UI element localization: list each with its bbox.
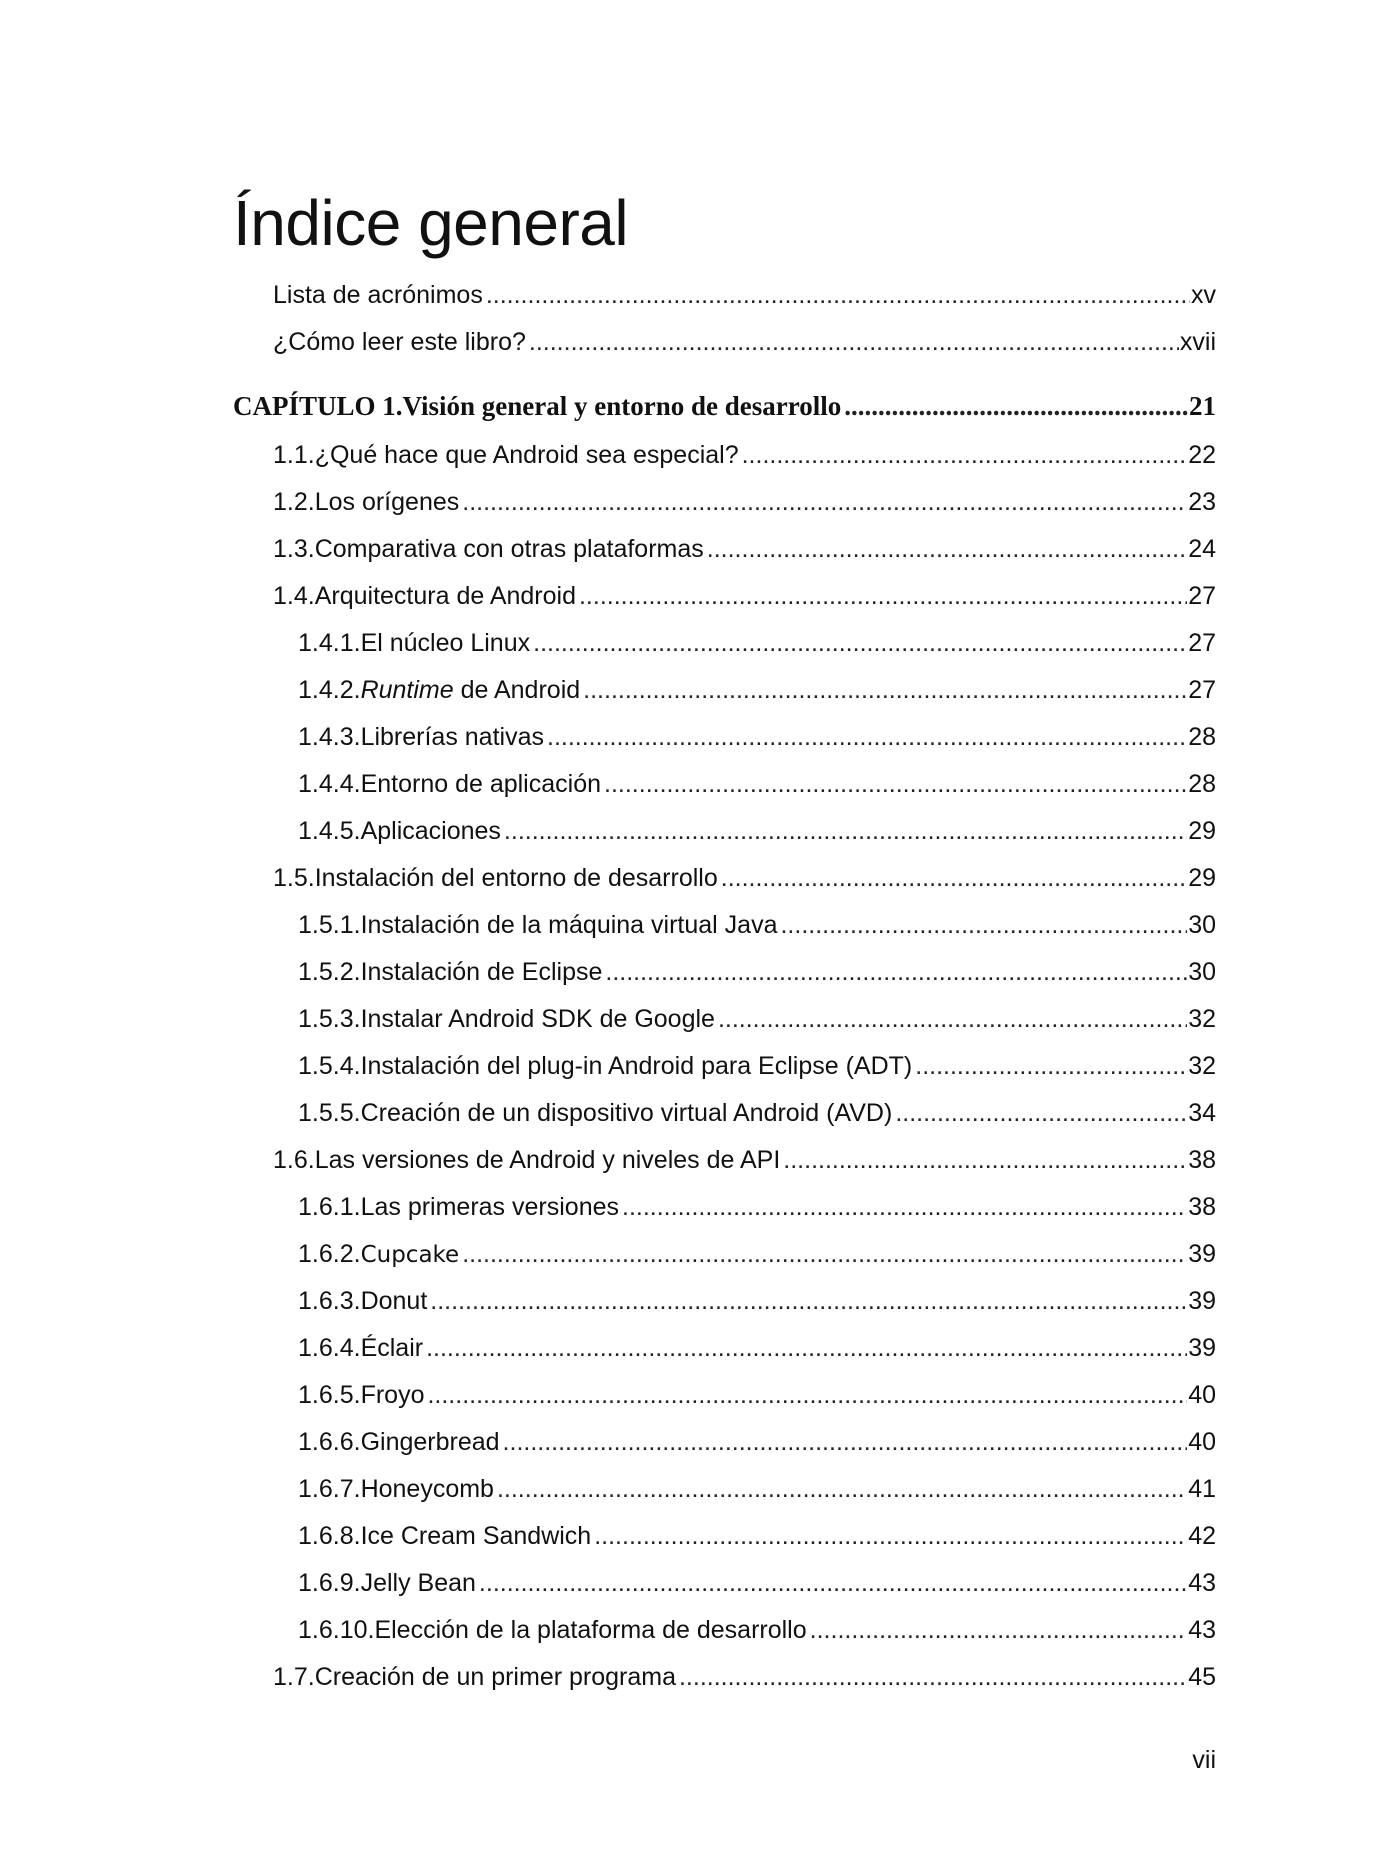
page-title: Índice general bbox=[233, 187, 629, 259]
toc-entry-page: 28 bbox=[1188, 770, 1216, 798]
toc-entry-title: Aplicaciones bbox=[360, 817, 501, 845]
toc-entry-page: 42 bbox=[1188, 1522, 1216, 1550]
toc-entry-page: 29 bbox=[1188, 864, 1216, 892]
toc-entry-title: Instalación del plug-in Android para Eclipse (ADT) bbox=[360, 1052, 913, 1080]
toc-subentry[interactable] bbox=[233, 1466, 1216, 1513]
toc-entry-number: 1.6.4. bbox=[298, 1334, 361, 1362]
toc-subentry[interactable] bbox=[233, 1184, 1216, 1231]
toc-entry-page: 24 bbox=[1188, 535, 1216, 563]
toc-chapter-1[interactable] bbox=[233, 380, 1216, 432]
dot-leader bbox=[594, 1513, 1187, 1560]
toc-entry-number: 1.6.1. bbox=[298, 1193, 361, 1221]
toc-subentry[interactable] bbox=[233, 808, 1216, 855]
toc-entry-title: Instalación de la máquina virtual Java bbox=[360, 911, 778, 939]
toc-subentry[interactable] bbox=[233, 1372, 1216, 1419]
toc-entry-number: 1.2. bbox=[273, 488, 315, 516]
toc-entry-title: Las versiones de Android y niveles de API bbox=[314, 1146, 781, 1174]
toc-entry-title: Gingerbread bbox=[360, 1428, 500, 1456]
chapter-title: Visión general y entorno de desarrollo bbox=[402, 391, 842, 421]
dot-leader bbox=[679, 1654, 1187, 1701]
toc-entry-number: 1.4.1. bbox=[298, 629, 361, 657]
toc-entry-page: 40 bbox=[1188, 1381, 1216, 1409]
toc-entry-title: Honeycomb bbox=[360, 1475, 494, 1503]
toc-entry-title: Elección de la plataforma de desarrollo bbox=[374, 1616, 807, 1644]
toc-entry-title: Instalar Android SDK de Google bbox=[360, 1005, 715, 1033]
toc-entry[interactable] bbox=[233, 1654, 1216, 1701]
toc-entry-number: 1.6. bbox=[273, 1146, 315, 1174]
toc-entry-page: 39 bbox=[1188, 1287, 1216, 1315]
toc-entry-title: Jelly Bean bbox=[360, 1569, 476, 1597]
toc-entry-page: 39 bbox=[1188, 1334, 1216, 1362]
dot-leader bbox=[783, 1137, 1187, 1184]
toc-subentry[interactable] bbox=[233, 1513, 1216, 1560]
dot-leader bbox=[604, 761, 1187, 808]
toc-subentry[interactable] bbox=[233, 949, 1216, 996]
dot-leader bbox=[583, 667, 1187, 714]
toc-subentry[interactable] bbox=[233, 1043, 1216, 1090]
toc-subentry[interactable] bbox=[233, 1090, 1216, 1137]
toc-entry-title: Comparativa con otras plataformas bbox=[314, 535, 704, 563]
toc-subentry[interactable] bbox=[233, 902, 1216, 949]
toc-entry[interactable] bbox=[233, 526, 1216, 573]
toc-entry-title: El núcleo Linux bbox=[360, 629, 531, 657]
toc-entry-title: Ice Cream Sandwich bbox=[360, 1522, 592, 1550]
toc-entry-page: 32 bbox=[1188, 1052, 1216, 1080]
toc-entry-page: 22 bbox=[1188, 441, 1216, 469]
toc-entry-page: 23 bbox=[1188, 488, 1216, 516]
dot-leader bbox=[915, 1043, 1187, 1090]
toc-entry-how-to-read[interactable] bbox=[233, 319, 1216, 366]
toc-entry-number: 1.6.6. bbox=[298, 1428, 361, 1456]
toc-entry-page: 27 bbox=[1188, 676, 1216, 704]
toc-entry-number: 1.4.5. bbox=[298, 817, 361, 845]
dot-leader bbox=[547, 714, 1187, 761]
toc-subentry[interactable] bbox=[233, 1325, 1216, 1372]
toc-entry-page: 45 bbox=[1188, 1663, 1216, 1691]
dot-leader bbox=[605, 949, 1187, 996]
toc-entry[interactable] bbox=[233, 573, 1216, 620]
toc-entry-number: 1.5. bbox=[273, 864, 315, 892]
toc-entry-number: 1.5.4. bbox=[298, 1052, 361, 1080]
toc-entry-title: ¿Qué hace que Android sea especial? bbox=[314, 441, 739, 469]
toc-subentry[interactable] bbox=[233, 620, 1216, 667]
toc-entry-page: 38 bbox=[1188, 1146, 1216, 1174]
toc-entry[interactable] bbox=[233, 1137, 1216, 1184]
toc-entry-title: Entorno de aplicación bbox=[360, 770, 602, 798]
toc-entry-page: 40 bbox=[1188, 1428, 1216, 1456]
toc-entry[interactable] bbox=[233, 855, 1216, 902]
toc-entry-title: Los orígenes bbox=[314, 488, 460, 516]
toc-entry-number: 1.5.2. bbox=[298, 958, 361, 986]
toc-entry-page: 30 bbox=[1188, 958, 1216, 986]
dot-leader bbox=[479, 1560, 1187, 1607]
toc-entry-title: Creación de un dispositivo virtual Android (AVD) bbox=[360, 1099, 893, 1127]
toc-entry-number: 1.5.3. bbox=[298, 1005, 361, 1033]
toc-entry-title: Las primeras versiones bbox=[360, 1193, 619, 1221]
chapter-page: 21 bbox=[1189, 391, 1216, 421]
toc-entry-number: 1.6.7. bbox=[298, 1475, 361, 1503]
dot-leader bbox=[622, 1184, 1187, 1231]
dot-leader bbox=[497, 1466, 1187, 1513]
dot-leader bbox=[462, 479, 1187, 526]
toc-entry-number: 1.3. bbox=[273, 535, 315, 563]
toc-subentry[interactable] bbox=[233, 1278, 1216, 1325]
toc-entry-page: 29 bbox=[1188, 817, 1216, 845]
dot-leader bbox=[810, 1607, 1188, 1654]
toc-entry-title: Librerías nativas bbox=[360, 723, 544, 751]
dot-leader bbox=[844, 380, 1188, 432]
toc-entry-number: 1.4.3. bbox=[298, 723, 361, 751]
dot-leader bbox=[430, 1278, 1187, 1325]
toc-subentry[interactable] bbox=[233, 1560, 1216, 1607]
page-number: vii bbox=[1192, 1746, 1216, 1774]
dot-leader bbox=[721, 855, 1187, 902]
dot-leader bbox=[579, 573, 1187, 620]
dot-leader bbox=[529, 319, 1179, 366]
dot-leader bbox=[462, 1231, 1187, 1278]
dot-leader bbox=[427, 1372, 1187, 1419]
toc-entry-page: 41 bbox=[1188, 1475, 1216, 1503]
toc-entry-number: 1.6.2. bbox=[298, 1240, 361, 1268]
dot-leader bbox=[707, 526, 1187, 573]
toc-entry-page: 32 bbox=[1188, 1005, 1216, 1033]
toc-entry[interactable] bbox=[233, 432, 1216, 479]
dot-leader bbox=[742, 432, 1188, 479]
toc-entry-page: 43 bbox=[1188, 1616, 1216, 1644]
dot-leader bbox=[780, 902, 1187, 949]
toc-entry-title: Creación de un primer programa bbox=[314, 1663, 676, 1691]
toc-entry-title-italic: Runtime bbox=[360, 676, 454, 704]
toc-subentry[interactable] bbox=[233, 1607, 1216, 1654]
dot-leader bbox=[486, 272, 1190, 319]
toc-subentry[interactable] bbox=[233, 714, 1216, 761]
dot-leader bbox=[426, 1325, 1187, 1372]
table-of-contents bbox=[233, 272, 1216, 1701]
toc-entry-page: 38 bbox=[1188, 1193, 1216, 1221]
toc-entry-page: 30 bbox=[1188, 911, 1216, 939]
toc-entry-page: xvii bbox=[1179, 328, 1216, 356]
toc-subentry[interactable] bbox=[233, 667, 1216, 714]
toc-entry-title: Instalación del entorno de desarrollo bbox=[314, 864, 718, 892]
dot-leader bbox=[533, 620, 1187, 667]
dot-leader bbox=[504, 808, 1187, 855]
dot-leader bbox=[503, 1419, 1188, 1466]
toc-entry-number: 1.4.4. bbox=[298, 770, 361, 798]
toc-entry-title-rest: de Android bbox=[453, 676, 581, 704]
toc-entry-acronyms[interactable] bbox=[233, 272, 1216, 319]
toc-subentry[interactable] bbox=[233, 1231, 1216, 1278]
toc-entry-title: Cupcake bbox=[360, 1242, 460, 1268]
toc-entry-title: Instalación de Eclipse bbox=[360, 958, 603, 986]
toc-entry-title bbox=[361, 667, 581, 714]
dot-leader bbox=[718, 996, 1187, 1043]
toc-entry-title: Lista de acrónimos bbox=[273, 281, 483, 309]
toc-entry-number: 1.4.2. bbox=[298, 676, 361, 704]
toc-entry-page: 27 bbox=[1188, 582, 1216, 610]
dot-leader bbox=[895, 1090, 1187, 1137]
toc-entry-number: 1.1. bbox=[273, 441, 315, 469]
toc-entry-page: 43 bbox=[1188, 1569, 1216, 1597]
toc-entry-page: xv bbox=[1191, 281, 1216, 309]
toc-entry-number: 1.7. bbox=[273, 1663, 315, 1691]
toc-entry-page: 27 bbox=[1188, 629, 1216, 657]
chapter-number: CAPÍTULO 1. bbox=[233, 391, 403, 421]
toc-entry-page: 28 bbox=[1188, 723, 1216, 751]
toc-entry-number: 1.4. bbox=[273, 582, 315, 610]
toc-entry-number: 1.6.3. bbox=[298, 1287, 361, 1315]
toc-entry-title: Arquitectura de Android bbox=[314, 582, 576, 610]
toc-subentry[interactable] bbox=[233, 996, 1216, 1043]
toc-entry-title: Froyo bbox=[360, 1381, 425, 1409]
toc-entry-number: 1.6.9. bbox=[298, 1569, 361, 1597]
toc-entry-number: 1.6.8. bbox=[298, 1522, 361, 1550]
toc-entry[interactable] bbox=[233, 479, 1216, 526]
toc-entry-title: Donut bbox=[360, 1287, 428, 1315]
toc-entry-number: 1.5.1. bbox=[298, 911, 361, 939]
toc-entry-title: ¿Cómo leer este libro? bbox=[273, 328, 526, 356]
toc-entry-page: 39 bbox=[1188, 1240, 1216, 1268]
toc-entry-number: 1.6.10. bbox=[298, 1616, 375, 1644]
toc-subentry[interactable] bbox=[233, 761, 1216, 808]
toc-entry-page: 34 bbox=[1188, 1099, 1216, 1127]
toc-entry-title: Éclair bbox=[360, 1334, 424, 1362]
toc-entry-number: 1.5.5. bbox=[298, 1099, 361, 1127]
toc-entry-number: 1.6.5. bbox=[298, 1381, 361, 1409]
toc-subentry[interactable] bbox=[233, 1419, 1216, 1466]
